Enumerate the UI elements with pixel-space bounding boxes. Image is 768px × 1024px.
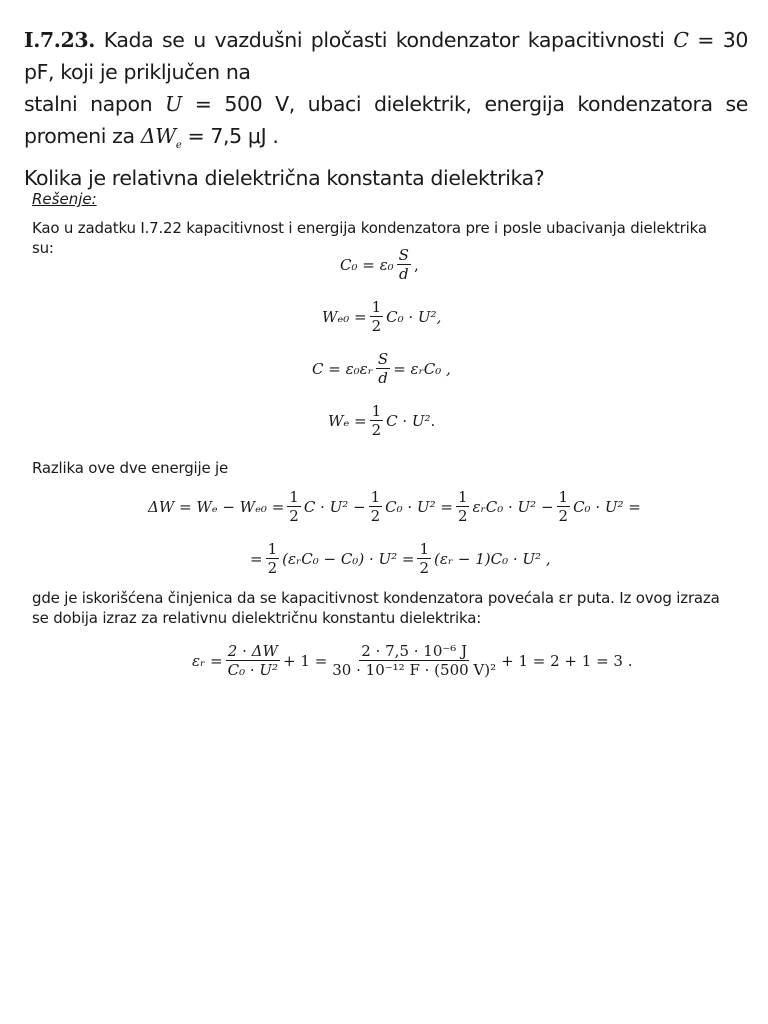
fraction-half xyxy=(417,540,431,577)
fraction-half xyxy=(557,488,571,525)
solution-intro: Kao u zadatku I.7.22 kapacitivnost i energija kondenzatora pre i posle ubacivanja dielektrika su: xyxy=(32,219,707,257)
eq-term: C = ε₀εᵣ xyxy=(312,359,373,378)
fraction-denominator: 2 xyxy=(267,559,278,577)
fraction-numerator: 2 · 7,5 · 10⁻⁶ J xyxy=(361,642,468,660)
fraction-numerator: 1 xyxy=(457,488,468,506)
eq-term: C₀ · U² = xyxy=(573,497,641,516)
eq-term: = xyxy=(250,549,263,568)
fraction-denominator: 2 xyxy=(371,317,382,335)
eq-term: + 1 = 2 + 1 = 3 . xyxy=(501,651,633,670)
fraction-numerator: 1 xyxy=(371,298,382,316)
fraction-half xyxy=(456,488,470,525)
fraction-denominator: 2 xyxy=(289,507,299,525)
equation-delta-w-simplified xyxy=(250,540,551,577)
problem-text: = 7,5 μJ . xyxy=(187,124,279,148)
eq-term: C · U² − xyxy=(303,497,366,516)
eq-term: + 1 = xyxy=(283,651,328,670)
equation-epsilon-r xyxy=(192,642,633,679)
fraction-denominator: C₀ · U² xyxy=(227,661,279,679)
fraction-denominator: 30 · 10⁻¹² F · (500 V)² xyxy=(332,661,497,679)
fraction-numerator: 1 xyxy=(370,488,381,506)
eq-term: C · U². xyxy=(386,411,436,430)
fraction-denominator: d xyxy=(399,265,409,283)
problem-line-1 xyxy=(24,24,748,88)
problem-text: = 500 V, ubaci dielektrik, energija kondenzatora se promeni za xyxy=(24,92,749,148)
fraction-half xyxy=(369,488,383,525)
problem-question: Kolika je relativna dielektrična konstanta dielektrika? xyxy=(24,166,545,191)
problem-text: Kada se u vazdušni pločasti kondenzator kapacitivnosti xyxy=(103,28,665,52)
eq-term: = εᵣC₀ , xyxy=(393,359,451,378)
eq-term: ΔW = Wₑ − Wₑ₀ = xyxy=(148,497,285,516)
problem-statement xyxy=(24,24,748,194)
fraction-numerator: 1 xyxy=(267,540,278,558)
equation-c xyxy=(312,350,451,387)
eq-term: C₀ = ε₀ xyxy=(340,255,394,274)
eq-term: (εᵣC₀ − C₀) · U² = xyxy=(282,549,415,568)
fraction-denominator: 2 xyxy=(371,421,382,439)
fraction-half xyxy=(287,488,301,525)
fraction-numerator: 1 xyxy=(419,540,430,558)
fraction-denominator: 2 xyxy=(419,559,430,577)
math-var: ΔW xyxy=(140,124,176,148)
fraction-denominator: d xyxy=(378,369,388,387)
explanation-paragraph: gde je iskorišćena činjenica da se kapacitivnost kondenzatora povećala εr puta. Iz ovog izraza se dobija izraz za relativnu dielektričnu konstantu dielektrika: xyxy=(32,589,720,627)
solution-heading: Rešenje: xyxy=(32,190,97,208)
eq-term: C₀ · U², xyxy=(386,307,442,326)
equation-we xyxy=(328,402,435,439)
fraction-numerator: 2 · ΔW xyxy=(227,642,278,660)
equation-we0 xyxy=(322,298,441,335)
math-var: C xyxy=(673,28,689,52)
fraction xyxy=(397,246,411,283)
problem-text: stalni napon xyxy=(24,92,153,116)
fraction-numerator: 1 xyxy=(558,488,569,506)
eq-term: (εᵣ − 1)C₀ · U² , xyxy=(434,549,551,568)
fraction xyxy=(370,402,384,439)
math-subscript: e xyxy=(175,140,182,152)
problem-line-2 xyxy=(24,88,748,162)
fraction-half xyxy=(266,540,280,577)
problem-number: I.7.23. xyxy=(24,28,95,52)
eq-term: Wₑ₀ = xyxy=(322,307,367,326)
problem-text: = 30 pF, koji je priključen na xyxy=(24,28,749,84)
fraction-denominator: 2 xyxy=(370,507,381,525)
fraction-denominator: 2 xyxy=(457,507,468,525)
eq-term: , xyxy=(413,255,419,274)
fraction xyxy=(330,642,498,679)
fraction-numerator: S xyxy=(377,350,389,368)
math-var: U xyxy=(165,92,182,116)
eq-term: Wₑ = xyxy=(328,411,367,430)
fraction-numerator: 1 xyxy=(289,488,299,506)
equation-delta-w xyxy=(148,488,641,525)
fraction-numerator: 1 xyxy=(371,402,382,420)
eq-term: C₀ · U² = xyxy=(385,497,453,516)
fraction-denominator: 2 xyxy=(558,507,569,525)
equation-c0 xyxy=(340,246,419,283)
difference-intro: Razlika ove dve energije je xyxy=(32,459,229,477)
eq-term: εᵣC₀ · U² − xyxy=(472,497,554,516)
eq-term: εᵣ = xyxy=(192,651,223,670)
fraction xyxy=(226,642,280,679)
fraction-numerator: S xyxy=(398,246,409,264)
fraction xyxy=(376,350,390,387)
fraction xyxy=(370,298,384,335)
